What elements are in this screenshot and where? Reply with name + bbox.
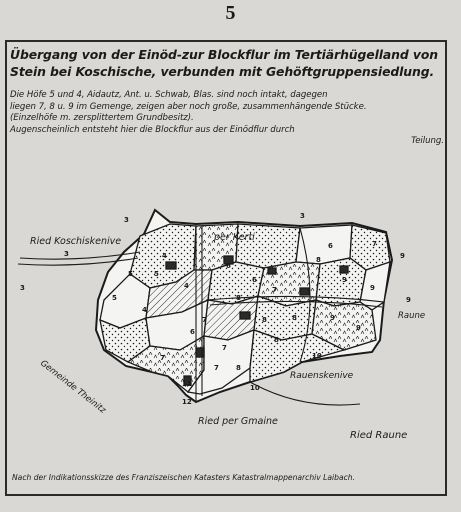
description-line: Teilung. bbox=[411, 136, 444, 146]
plot-number: 7 bbox=[372, 240, 377, 248]
plot-number: 6 bbox=[252, 276, 257, 284]
plot-number: 5 bbox=[128, 270, 133, 278]
plot-number: 3 bbox=[64, 250, 69, 258]
plot-number: 9 bbox=[330, 314, 335, 322]
plot-number: 7 bbox=[222, 344, 227, 352]
plot-number: 6 bbox=[226, 262, 231, 270]
label-per-kerti: per Kerti bbox=[214, 232, 255, 243]
label-rauenskenive: Rauenskenive bbox=[290, 371, 354, 381]
plot-number: 12 bbox=[182, 398, 192, 406]
plot-number: 8 bbox=[236, 294, 241, 302]
plot-number: 3 bbox=[124, 216, 129, 224]
plot-number: 8 bbox=[236, 364, 241, 372]
plot-number: 8 bbox=[274, 336, 279, 344]
label-raune: Raune bbox=[398, 311, 426, 321]
label-gemeinde-theinitz: Gemeinde Theinitz bbox=[38, 358, 108, 416]
plot-number: 9 bbox=[356, 324, 361, 332]
plot-number: 3 bbox=[300, 212, 305, 220]
plot-number: 6 bbox=[190, 328, 195, 336]
title-line: Übergang von der Einöd-zur Blockflur im Tertiärhügelland von bbox=[10, 47, 438, 62]
plot-number: 9 bbox=[370, 284, 375, 292]
plot-number: 4 bbox=[162, 252, 167, 260]
plot-number: 3 bbox=[20, 284, 25, 292]
page-number: 5 bbox=[225, 2, 236, 24]
plot-number: 11 bbox=[182, 380, 192, 388]
title-line: Stein bei Koschische, verbunden mit Gehöftgruppensiedlung. bbox=[10, 64, 435, 79]
plot-number: 5 bbox=[112, 294, 117, 302]
plot-number: 6 bbox=[328, 242, 333, 250]
plot-number: 4 bbox=[184, 282, 189, 290]
plot-number: 7 bbox=[160, 354, 165, 362]
label-ried-per-gmaine: Ried per Gmaine bbox=[198, 416, 278, 427]
plot-number: 10 bbox=[250, 384, 260, 392]
plot-number: 8 bbox=[316, 256, 321, 264]
plot-number: 5 bbox=[154, 270, 159, 278]
description-line: (Einzelhöfe m. zersplittertem Grundbesitz). bbox=[10, 113, 194, 123]
plot-number: 9 bbox=[406, 296, 411, 304]
source-note: Nach der Indikationsskizze des Franziszeischen Katasters Katastralmappenarchiv Laibach. bbox=[12, 473, 356, 482]
plot-number: 7 bbox=[202, 316, 207, 324]
plot-number: 9 bbox=[400, 252, 405, 260]
plot-number: 9 bbox=[342, 276, 347, 284]
plot-number: 8 bbox=[292, 314, 297, 322]
plot-number: 7 bbox=[272, 286, 277, 294]
label-ried-raune: Ried Raune bbox=[350, 430, 408, 441]
description-line: liegen 7, 8 u. 9 im Gemenge, zeigen aber noch große, zusammenhängende Stücke. bbox=[10, 101, 367, 112]
plot-number: 10 bbox=[312, 352, 322, 360]
label-ried-koschiskenive: Ried Koschiskenive bbox=[30, 236, 122, 247]
plot-number: 8 bbox=[262, 316, 267, 324]
plot-number: 7 bbox=[214, 364, 219, 372]
plot-number: 4 bbox=[142, 306, 147, 314]
description-line: Augenscheinlich entsteht hier die Blockflur aus der Einödflur durch bbox=[10, 124, 295, 135]
description-line: Die Höfe 5 und 4, Aidautz, Ant. u. Schwab, Blas. sind noch intakt, dagegen bbox=[10, 90, 328, 100]
